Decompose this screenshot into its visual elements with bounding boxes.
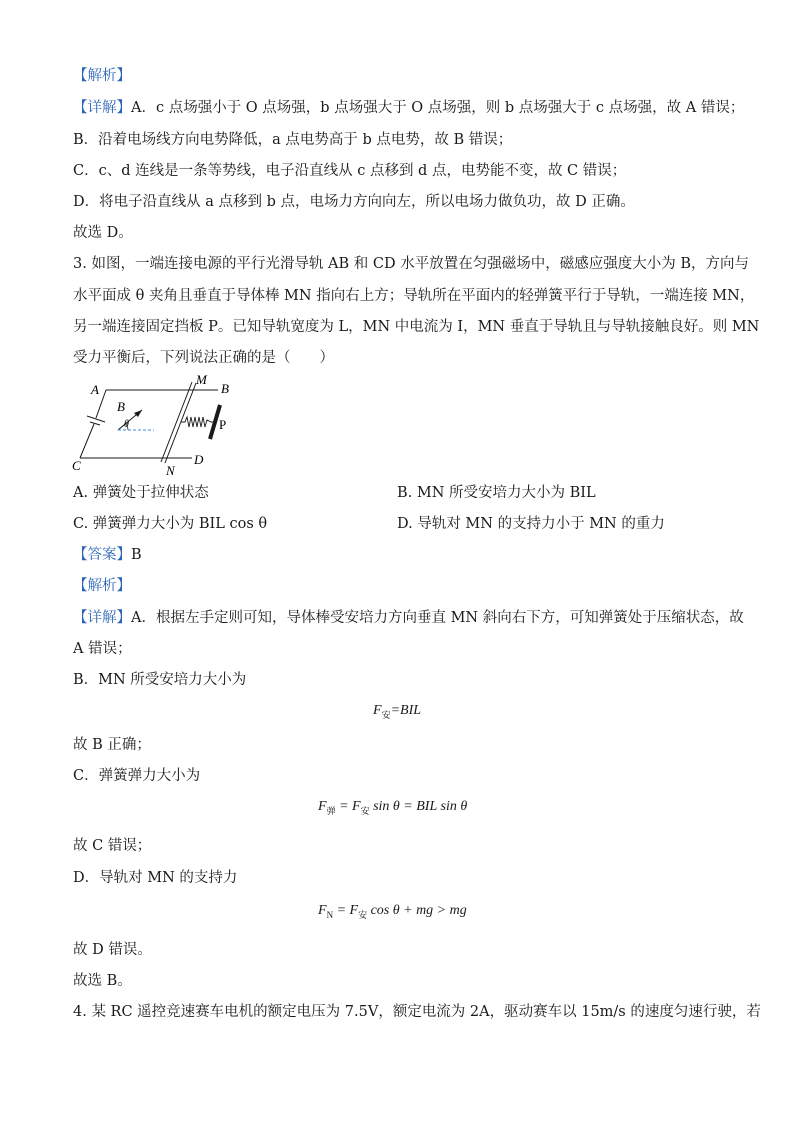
label-b-rail: B — [221, 381, 229, 396]
detail-d-intro: D．导轨对 MN 的支持力 — [73, 870, 238, 886]
rod-mn-right — [165, 383, 196, 463]
analysis-tag-2: 【解析】 — [73, 578, 131, 594]
detail-c-intro: C．弹簧弹力大小为 — [73, 768, 201, 784]
option-c: C. 弹簧弹力大小为 BIL cos θ — [73, 516, 268, 532]
detail-tag: 【详解】 — [73, 100, 131, 116]
detail-a-line-2 — [73, 608, 744, 628]
detail-c-result: 故 C 错误； — [73, 838, 152, 854]
battery-short-plate — [90, 422, 100, 425]
option-b: B. MN 所受安培力大小为 BIL — [397, 485, 596, 501]
detail-d-line: D．将电子沿直线从 a 点移到 b 点，电场力方向向左，所以电场力做负功，故 D 正确。 — [73, 194, 635, 210]
eq-d-mid: = F — [333, 903, 359, 918]
eq-d-sub2: 安 — [358, 910, 368, 920]
choice-line: 故选 D。 — [73, 225, 133, 241]
equation-spring-force — [318, 799, 467, 815]
eq-c-sub1: 弹 — [326, 806, 336, 816]
eq-b-rhs: =BIL — [390, 703, 422, 718]
question-3-line-4: 受力平衡后，下列说法正确的是（ ） — [73, 350, 334, 366]
detail-d-result: 故 D 错误。 — [73, 942, 152, 958]
eq-b-sub: 安 — [381, 710, 391, 720]
eq-c-mid: = F — [335, 799, 361, 814]
eq-c-sub2: 安 — [360, 806, 370, 816]
eq-c-rhs: sin θ = BIL sin θ — [369, 799, 468, 814]
choice-line-2: 故选 B。 — [73, 973, 132, 989]
eq-c-lhs: F — [318, 799, 327, 814]
detail-a-line — [73, 98, 745, 118]
answer-tag: 【答案】 — [73, 547, 131, 563]
question-4-line-1: 4. 某 RC 遥控竞速赛车电机的额定电压为 7.5V，额定电流为 2A，驱动赛车以 15m/s 的速度匀速行驶，若 — [73, 1004, 761, 1020]
detail-b-line: B．沿着电场线方向电势降低，a 点电势高于 b 点电势，故 B 错误； — [73, 132, 513, 148]
eq-d-sub1: N — [326, 910, 334, 920]
label-a: A — [91, 382, 99, 397]
label-theta: θ — [124, 419, 129, 430]
detail-a-text-2: A．根据左手定则可知，导体棒受安培力方向垂直 MN 斜向右下方，可知弹簧处于压缩状态，故 — [131, 610, 744, 626]
label-c: C — [72, 458, 81, 473]
detail-b-result: 故 B 正确； — [73, 737, 151, 753]
label-m: M — [196, 372, 207, 387]
equation-ampere-force — [373, 703, 421, 719]
detail-a-text: A．c 点场强小于 O 点场强，b 点场强大于 O 点场强，则 b 点场强大于 c 点场强，故 A 错误； — [131, 100, 745, 116]
answer-value: B — [131, 547, 142, 563]
spring — [181, 417, 215, 427]
rod-mn-left — [161, 382, 192, 462]
question-3-line-3: 另一端连接固定挡板 P。已知导轨宽度为 L，MN 中电流为 I，MN 垂直于导轨且与导轨接触良好。则 MN — [73, 319, 760, 335]
eq-d-rhs: cos θ + mg > mg — [367, 903, 467, 918]
label-b-field: B — [117, 399, 125, 414]
option-d: D. 导轨对 MN 的支持力小于 MN 的重力 — [397, 516, 665, 532]
equation-normal-force — [318, 903, 467, 919]
detail-a-cont: A 错误； — [73, 641, 132, 657]
left-wire-lower — [80, 424, 94, 458]
detail-c-line: C．c、d 连线是一条等势线，电子沿直线从 c 点移到 d 点，电势能不变，故 C 错误； — [73, 163, 627, 179]
rail-diagram — [70, 372, 245, 480]
answer-line — [73, 545, 723, 565]
label-n: N — [166, 463, 175, 478]
question-3-line-1: 3. 如图，一端连接电源的平行光滑导轨 AB 和 CD 水平放置在匀强磁场中，磁感应强度大小为 B，方向与 — [73, 256, 749, 272]
analysis-tag: 【解析】 — [73, 68, 131, 84]
eq-b-lhs: F — [373, 703, 382, 718]
eq-d-lhs: F — [318, 903, 327, 918]
label-d: D — [194, 452, 204, 467]
detail-tag-2: 【详解】 — [73, 610, 131, 626]
option-a: A. 弹簧处于拉伸状态 — [73, 485, 209, 501]
label-p: P — [219, 417, 227, 432]
question-3-line-2: 水平面成 θ 夹角且垂直于导体棒 MN 指向右上方；导轨所在平面内的轻弹簧平行于导轨，一端连接 MN， — [73, 288, 755, 304]
detail-b-intro: B．MN 所受安培力大小为 — [73, 672, 247, 688]
